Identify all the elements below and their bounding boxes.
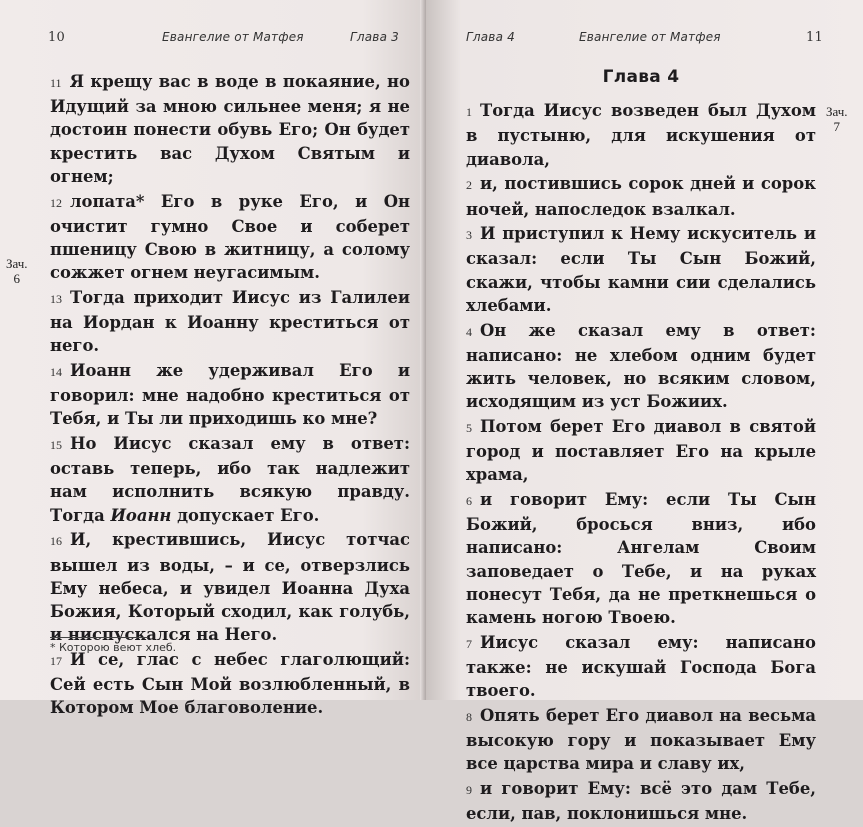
verse-text: И се, глас с небес глаголющий: Сей есть Сын Мой возлюбленный, в Котором Мое благоволение.: [50, 649, 410, 718]
footnote: * Которою веют хлеб.: [50, 641, 177, 654]
verse-text: И приступил к Нему искуситель и сказал: если Ты Сын Божий, скажи, чтобы камни сии сделались хлебами.: [466, 224, 816, 315]
verse-text-part: Но Иисус сказал ему в ответ: оставь теперь, ибо так надлежит нам исполнить всякую правду. Тогда: [50, 434, 410, 525]
verse-number: 11: [50, 76, 62, 90]
running-title: Евангелие от Матфея: [579, 30, 721, 44]
verse: [50, 528, 410, 646]
verse: [466, 222, 816, 317]
verse-number: 9: [466, 782, 472, 797]
verse-text: и, постившись сорок дней и сорок ночей, напоследок взалкал.: [466, 174, 816, 219]
chapter-label: Глава 3: [350, 30, 399, 44]
verse-number: 5: [466, 420, 472, 435]
verse-text: Тогда приходит Иисус из Галилеи на Иордан к Иоанну креститься от него.: [50, 287, 410, 356]
verse-number: 16: [50, 534, 62, 549]
verse-number: 4: [466, 324, 472, 339]
verse-number: 1: [466, 105, 472, 120]
chapter-label: Глава 4: [466, 30, 515, 44]
verse: [50, 70, 410, 188]
verse-number: 7: [466, 636, 472, 651]
verse-text: и говорит Ему: всё это дам Тебе, если, пав, поклонишься мне.: [466, 778, 816, 824]
zachalo-marker: Зач. 6: [6, 256, 28, 286]
zachalo-marker: Зач. 7: [826, 104, 848, 134]
verse-text: Иоанн же удерживал Его и говорил: мне надобно креститься от Тебя, и Ты ли приходишь ко мне?: [50, 360, 410, 429]
running-title: Евангелие от Матфея: [162, 30, 304, 44]
verse: [50, 432, 410, 527]
verse: [50, 286, 410, 358]
verse-text-part: допускает Его.: [171, 505, 320, 525]
verse: [466, 99, 816, 171]
verse-text: Иисус сказал ему: написано также: не искушай Господа Бога твоего.: [466, 632, 816, 701]
verse: [466, 704, 816, 776]
verse: [466, 777, 816, 825]
verse: [50, 359, 410, 431]
verse-number: 13: [50, 291, 62, 306]
verse-text: Потом берет Его диавол в святой город и поставляет Его на крыле храма,: [466, 416, 816, 485]
verse-text: И, крестившись, Иисус тотчас вышел из воды, – и се, отверзлись Ему небеса, и увидел Иоанна Духа Божия, Который сходил, как голубь, и ниспускался на Него.: [50, 530, 410, 645]
verse-number: 2: [466, 178, 472, 193]
left-page: [0, 0, 426, 718]
verse-number: 17: [50, 653, 62, 668]
verse-number: 3: [466, 228, 472, 243]
chapter-title: Глава 4: [602, 67, 680, 87]
footnote-divider: [50, 637, 148, 638]
italic-word: Иоанн: [110, 505, 172, 525]
verse-number: 15: [50, 438, 62, 453]
verse-text: Он же сказал ему в ответ: написано: не хлебом одним будет жить человек, но всяким словом, исходящим из уст Божиих.: [466, 320, 816, 412]
verse-text: Я крещу вас в воде в покаяние, но Идущий за мною сильнее меня; я не достоин понести обувь Его; Он будет крестить вас Духом Святым и огнем;: [50, 72, 410, 186]
right-body: [466, 66, 816, 827]
left-body: [50, 70, 410, 721]
verse: [466, 319, 816, 414]
verse: [50, 190, 410, 285]
page-number: 10: [48, 30, 65, 45]
verse-text: Опять берет Его диавол на весьма высокую гору и показывает Ему все царства мира и славу их,: [466, 705, 816, 774]
verse-number: 8: [466, 709, 472, 724]
right-page: [426, 0, 863, 824]
verse: [466, 631, 816, 703]
verse-text: лопата* Его в руке Его, и Он очистит гумно Свое и соберет пшеницу Свою в житницу, а солому сожжет огнем неугасимым.: [50, 191, 410, 283]
verse-number: 6: [466, 493, 472, 508]
page-number: 11: [806, 30, 823, 45]
verse-text: [50, 434, 410, 525]
verse: [466, 415, 816, 487]
verse-number: 12: [50, 195, 62, 210]
verse: [466, 172, 816, 220]
verse: [50, 648, 410, 720]
verse-number: 14: [50, 364, 62, 379]
verse: [466, 488, 816, 629]
verse-text: и говорит Ему: если Ты Сын Божий, бросься вниз, ибо написано: Ангелам Своим заповедает о Тебе, и на руках понесут Тебя, да не преткнешься о камень ногою Твоею.: [466, 489, 816, 627]
verse-text: Тогда Иисус возведен был Духом в пустыню, для искушения от диавола,: [466, 101, 816, 169]
